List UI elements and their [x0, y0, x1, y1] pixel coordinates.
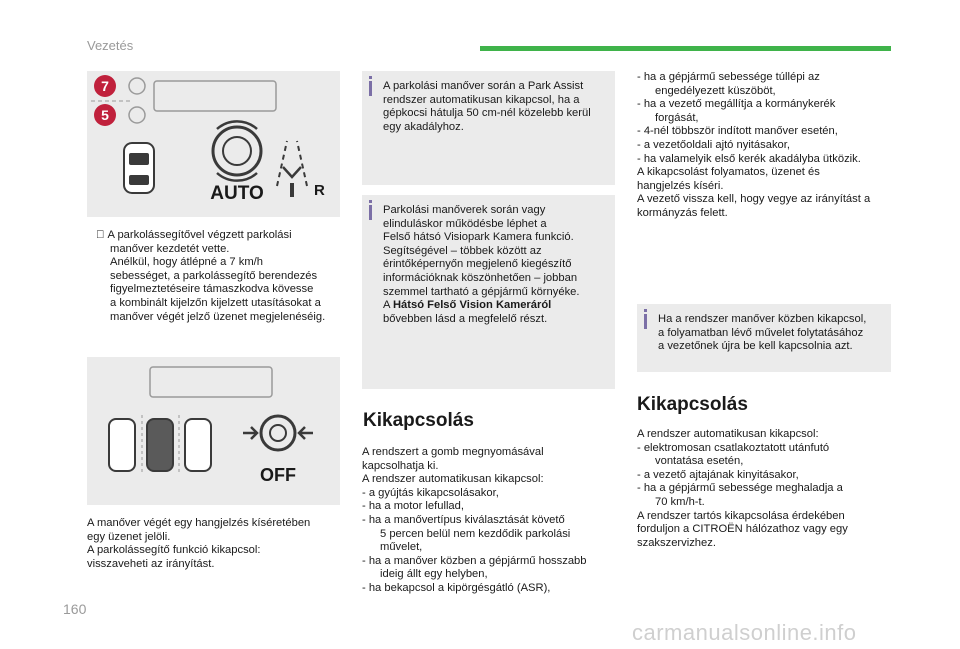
section-accent-bar — [480, 46, 891, 51]
section-heading-deactivation-2: Kikapcsolás — [637, 394, 748, 415]
watermark: carmanualsonline.info — [632, 620, 857, 645]
figure-parking-auto — [87, 71, 340, 217]
column2-deactivation-text: A rendszert a gomb megnyomásával kapcsolhatja ki. A rendszer automatikusan kikapcsol: - a gyújtás kikapcsolásakor, - ha a motor lefullad, - ha a manővertípus kiválasztását követő 5 percen belül nem kezdődik parkolási művelet, - ha a manőver közben a gépjármű hosszabb ideig állt egy helyben, - ha bekapcsol a kipörgésgátló (ASR), — [362, 446, 587, 594]
camera-reference-link: Hátsó Felső Vision Kameráról — [392, 299, 552, 312]
column1-paragraph2: A manőver végét egy hangjelzés kíséretében egy üzenet jelöli. A parkolássegítő funkció kikapcsol: visszaveheti az irányítást. — [87, 517, 311, 570]
section-title: Vezetés — [87, 38, 134, 53]
column3-deactivation-text: A rendszer automatikusan kikapcsol: - elektromosan csatlakoztatott utánfutó vontatása esetén, - a vezető ajtajának kinyitásakor, - ha a gépjármű sebessége meghaladja a 70 km/h-t. A rendszer tartós kikapcsolása érdekében forduljon a CITROËN hálózathoz vagy egy szakszervizhez. — [637, 428, 848, 549]
parking-auto-illustration — [87, 71, 340, 217]
steering-wheel-icon — [213, 121, 261, 180]
info-marker-icon — [644, 314, 647, 329]
display-screen-icon — [150, 367, 272, 397]
reverse-label: R — [314, 182, 325, 199]
figure-parking-off — [87, 357, 340, 505]
info-marker-icon — [369, 81, 372, 96]
sensor-icon — [129, 78, 145, 94]
info-box-reactivation: Ha a rendszer manőver közben kikapcsol, a folyamatban lévő művelet folytatásához a vezetőnek újra be kell kapcsolnia azt. — [637, 304, 891, 372]
sensor-icon — [129, 107, 145, 123]
off-label: OFF — [260, 465, 296, 485]
reverse-path-icon — [277, 141, 307, 197]
column3-list: - ha a gépjármű sebessége túllépi az engedélyezett küszöböt, - ha a vezető megállítja a kormánykerék forgását, - 4-nél többször indított manőver esetén, - a vezetőoldali ajtó nyitásakor, - ha valamelyik első kerék akadályba ütközik. A kikapcsolást folyamatos, üzenet és hangjelzés kíséri. A vezető vissza kell, hogy vegye az irányítást a kormányzás felett. — [637, 71, 871, 219]
badge-5-label: 5 — [101, 107, 109, 123]
info-box-visiopark: Parkolási manőverek során vagy elinduláskor működésbe léphet a Felső hátsó Visiopark Kamera funkció. Segítségével – többek között az érintőképernyőn megjelenő kiegészítő információknak köszönhetően – jobban szemmel tartható a gépjármű környéke. A Hátsó Felső Vision Kameráról bővebben lásd a megfelelő részt. — [362, 195, 615, 389]
badge-7-label: 7 — [101, 78, 109, 94]
auto-label: AUTO — [210, 183, 264, 204]
page-number: 160 — [63, 601, 87, 617]
section-heading-deactivation: Kikapcsolás — [363, 410, 474, 431]
parking-off-illustration — [87, 357, 340, 505]
display-screen-icon — [154, 81, 276, 111]
column1-paragraph1: A parkolássegítővel végzett parkolási manőver kezdetét vette. Anélkül, hogy átlépné a 7 km/h sebességet, a parkolássegítő berendezés figyelmeztetéseire támaszkodva kövesse a kombinált kijelzőn kijelzett utasításokat a manőver végét jelző üzenet megjelenéséig. — [96, 229, 326, 323]
steering-wheel-off-icon — [243, 416, 313, 450]
info-box-park-assist: A parkolási manőver során a Park Assist rendszer automatikusan kikapcsol, ha a gépkocsi hátulja 50 cm-nél közelebb kerül egy akadályhoz. — [362, 71, 615, 185]
info-marker-icon — [369, 205, 372, 220]
car-top-view-icon — [124, 143, 154, 193]
parked-cars-icon — [109, 415, 211, 475]
